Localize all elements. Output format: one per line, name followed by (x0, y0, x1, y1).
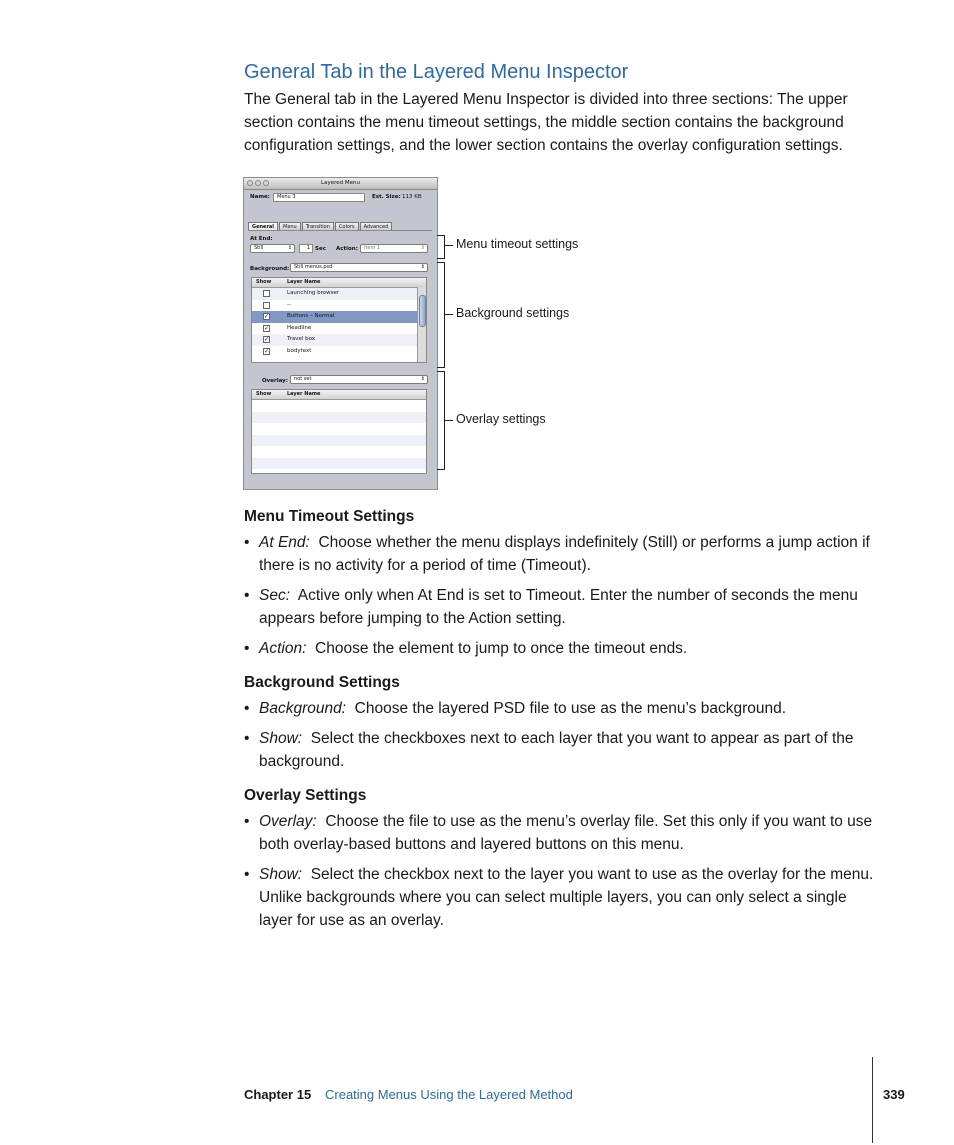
popup-arrows-icon: ⇕ (420, 245, 425, 251)
description: Choose the layered PSD file to use as the menu’s background. (354, 700, 787, 717)
at-end-value: Still (254, 245, 264, 251)
intro-paragraph: The General tab in the Layered Menu Inspector is divided into three sections: The upper section contains the menu timeout settings, the middle section contains the background configuration settings, and the lower section contains the overlay configuration settings. (244, 91, 848, 154)
page-number: 339 (883, 1087, 905, 1102)
list-item (244, 863, 884, 932)
overlay-layers-table (251, 389, 427, 474)
layer-name: Buttons – Normal (287, 313, 335, 319)
bullet: • (244, 587, 250, 604)
layer-name: Launching browser (287, 290, 340, 296)
table-row[interactable] (252, 311, 426, 323)
show-column-header[interactable]: Show (256, 391, 272, 397)
tab-general[interactable]: General (248, 222, 278, 231)
window-titlebar (244, 178, 437, 190)
tab-colors[interactable]: Colors (335, 222, 359, 231)
table-row[interactable] (252, 300, 426, 312)
description: Choose the element to jump to once the timeout ends. (315, 640, 688, 657)
est-size-label: Est. Size: (372, 194, 401, 200)
show-checkbox[interactable]: ✓ (264, 347, 270, 355)
timeout-callout: Menu timeout settings (456, 237, 579, 251)
table-row[interactable] (252, 446, 426, 458)
tab-menu[interactable]: Menu (279, 222, 301, 231)
timeout-section-title: Menu Timeout Settings (244, 508, 415, 525)
sec-label: Sec (315, 246, 326, 252)
layer-name: Headline (287, 324, 312, 331)
action-popup[interactable] (360, 244, 428, 253)
action-value: Item 1 (364, 245, 381, 251)
table-header (252, 390, 426, 400)
layer-name: -- (287, 301, 291, 308)
term: Background: (259, 700, 347, 717)
table-row[interactable] (252, 412, 426, 424)
timeout-callout-line (445, 245, 453, 246)
background-popup[interactable] (290, 263, 428, 272)
scroll-thumb[interactable] (419, 295, 426, 327)
show-checkbox[interactable]: ✓ (264, 336, 270, 343)
background-layer-rows (252, 288, 426, 357)
background-callout: Background settings (456, 306, 570, 320)
table-row[interactable] (252, 400, 426, 412)
tab-panel-border (248, 230, 432, 231)
show-checkbox[interactable] (263, 302, 270, 309)
list-item (244, 637, 884, 660)
at-end-popup[interactable] (250, 244, 295, 253)
term: Show: (259, 730, 303, 747)
term: Sec: (259, 587, 291, 604)
layer-name-column-header[interactable]: Layer Name (287, 279, 321, 285)
table-row[interactable] (252, 323, 426, 335)
bullet: • (244, 730, 250, 747)
show-checkbox[interactable] (263, 290, 270, 297)
background-value: Still menus.psd (294, 264, 333, 270)
name-label: Name: (250, 194, 270, 200)
popup-arrows-icon: ⇕ (420, 376, 425, 382)
term: Action: (259, 640, 307, 657)
footer-chapter-title: Creating Menus Using the Layered Method (325, 1087, 573, 1102)
overlay-popup[interactable] (290, 375, 428, 384)
description: Active only when At End is set to Timeout. Enter the number of seconds the menu appears before jumping to the Action setting. (259, 587, 858, 627)
bullet: • (244, 534, 250, 551)
table-row[interactable] (252, 346, 426, 358)
table-row[interactable] (252, 435, 426, 447)
bullet: • (244, 640, 250, 657)
list-item (244, 810, 884, 856)
bullet: • (244, 866, 250, 883)
layer-name: bodytext (287, 347, 312, 354)
table-header (252, 278, 426, 288)
popup-arrows-icon: ⇕ (420, 264, 425, 270)
list-item (244, 584, 884, 630)
overlay-callout-line (445, 420, 453, 421)
overlay-label: Overlay: (262, 378, 288, 384)
description: Choose the file to use as the menu’s overlay file. Set this only if you want to use both overlay-based buttons and layered buttons on this menu. (259, 813, 873, 853)
term: Show: (259, 866, 303, 883)
layered-menu-inspector-figure (243, 177, 438, 490)
window-title: Layered Menu (321, 180, 360, 186)
table-row[interactable] (252, 458, 426, 470)
footer-divider (872, 1057, 873, 1143)
layer-name-column-header[interactable]: Layer Name (287, 391, 321, 397)
overlay-value: not set (294, 376, 312, 382)
overlay-section-title: Overlay Settings (244, 787, 367, 804)
show-checkbox[interactable]: ✓ (264, 324, 270, 332)
at-end-label: At End: (250, 236, 273, 242)
list-item (244, 531, 884, 577)
sec-field[interactable]: 1 (299, 244, 313, 253)
table-row[interactable] (252, 288, 426, 300)
show-column-header[interactable]: Show (256, 279, 272, 285)
table-row[interactable] (252, 334, 426, 346)
timeout-bracket (437, 235, 445, 259)
section-heading: General Tab in the Layered Menu Inspector (244, 61, 629, 83)
show-checkbox[interactable]: ✓ (264, 313, 270, 320)
background-section-title: Background Settings (244, 674, 400, 691)
description: Select the checkboxes next to each layer that you want to appear as part of the background. (259, 730, 854, 770)
list-item (244, 697, 884, 720)
tab-advanced[interactable]: Advanced (360, 222, 393, 231)
description: Select the checkbox next to the layer you want to use as the overlay for the menu. Unlike backgrounds where you can select multiple layers, you can only select a single layer for use as an overlay. (259, 866, 874, 929)
footer-chapter: Chapter 15 (244, 1087, 312, 1102)
background-callout-line (445, 314, 453, 315)
overlay-callout: Overlay settings (456, 412, 546, 426)
term: At End: (259, 534, 310, 551)
overlay-bracket (437, 371, 445, 470)
list-item (244, 727, 884, 773)
tab-transition[interactable]: Transition (302, 222, 334, 231)
name-field[interactable]: Menu 3 (273, 193, 365, 202)
background-bracket (437, 262, 445, 368)
bullet: • (244, 700, 250, 717)
description: Choose whether the menu displays indefinitely (Still) or performs a jump action if there is no activity for a period of time (Timeout). (259, 534, 870, 574)
layers-scrollbar[interactable] (417, 287, 426, 362)
action-label: Action: (336, 246, 358, 252)
popup-arrows-icon: ⇕ (287, 245, 292, 251)
est-size-value: 113 KB (402, 194, 422, 200)
background-layers-table (251, 277, 427, 363)
background-label: Background: (250, 266, 290, 272)
table-row[interactable] (252, 423, 426, 435)
term: Overlay: (259, 813, 317, 830)
bullet: • (244, 813, 250, 830)
layer-name: Travel box (287, 336, 316, 342)
